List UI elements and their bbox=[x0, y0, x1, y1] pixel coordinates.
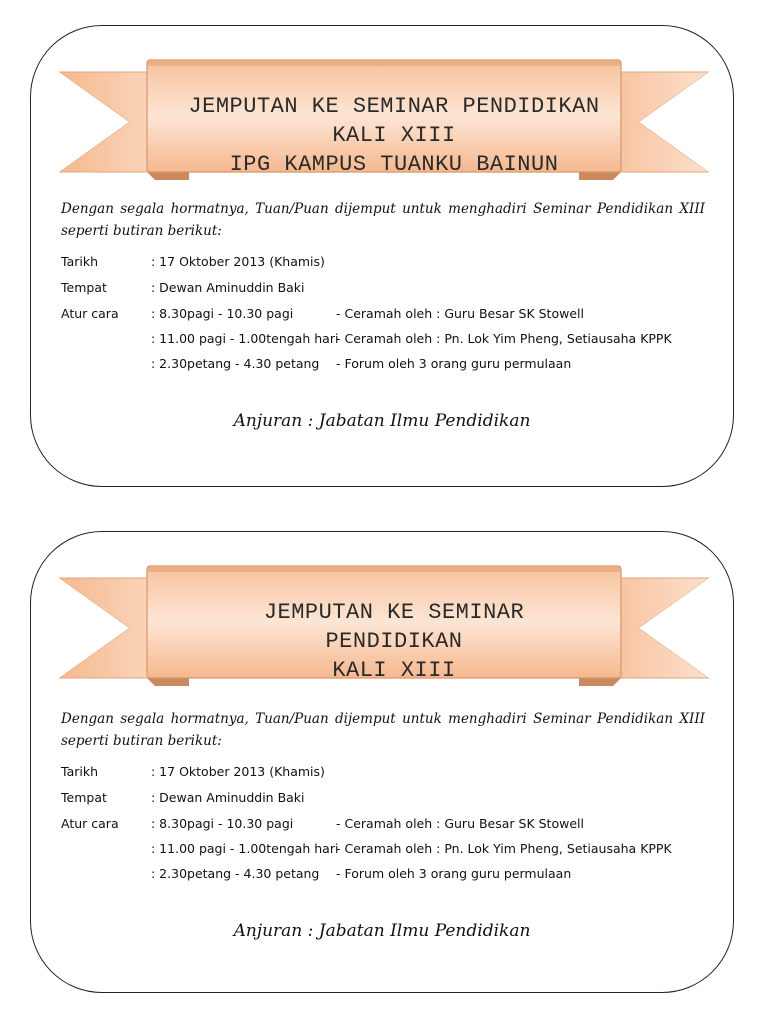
program-time-2: : 11.00 pagi - 1.00tengah hari bbox=[151, 841, 339, 856]
program-time-1: : 8.30pagi - 10.30 pagi bbox=[151, 816, 294, 831]
banner-title bbox=[164, 598, 624, 694]
tarikh-value: : 17 Oktober 2013 (Khamis) bbox=[151, 254, 325, 269]
program-activity-2: - Ceramah oleh : Pn. Lok Yim Pheng, Setiausaha KPPK bbox=[336, 331, 672, 346]
program-time-3: : 2.30petang - 4.30 petang bbox=[151, 866, 320, 881]
invitation-intro-text: Dengan segala hormatnya, Tuan/Puan dijemput untuk menghadiri Seminar Pendidikan XIII seperti butiran berikut: bbox=[61, 201, 705, 239]
banner-title-line-2: KALI XIII bbox=[332, 123, 456, 148]
title-ribbon-banner bbox=[59, 54, 709, 180]
tarikh-value: : 17 Oktober 2013 (Khamis) bbox=[151, 764, 325, 779]
program-activity-3: - Forum oleh 3 orang guru permulaan bbox=[336, 866, 572, 881]
program-activity-2: - Ceramah oleh : Pn. Lok Yim Pheng, Setiausaha KPPK bbox=[336, 841, 672, 856]
tarikh-label: Tarikh bbox=[61, 254, 98, 269]
program-activity-1: - Ceramah oleh : Guru Besar SK Stowell bbox=[336, 816, 584, 831]
banner-title-line-2: PENDIDIKAN bbox=[325, 629, 463, 654]
program-activity-1: - Ceramah oleh : Guru Besar SK Stowell bbox=[336, 306, 584, 321]
invitation-card-1 bbox=[30, 25, 734, 487]
banner-title-line-1: JEMPUTAN KE SEMINAR bbox=[263, 600, 525, 625]
organizer-signature: Anjuran : Jabatan Ilmu Pendidikan bbox=[233, 411, 531, 431]
banner-title-line-1: JEMPUTAN KE SEMINAR PENDIDIKAN bbox=[188, 94, 600, 119]
tempat-label: Tempat bbox=[61, 790, 107, 805]
tempat-label: Tempat bbox=[61, 280, 107, 295]
program-time-1: : 8.30pagi - 10.30 pagi bbox=[151, 306, 294, 321]
atur-cara-label: Atur cara bbox=[61, 816, 119, 831]
program-time-3: : 2.30petang - 4.30 petang bbox=[151, 356, 320, 371]
tempat-value: : Dewan Aminuddin Baki bbox=[151, 280, 305, 295]
banner-title bbox=[164, 92, 624, 188]
program-time-2: : 11.00 pagi - 1.00tengah hari bbox=[151, 331, 339, 346]
banner-title-line-3: IPG KAMPUS TUANKU BAINUN bbox=[229, 152, 559, 177]
tarikh-label: Tarikh bbox=[61, 764, 98, 779]
invitation-intro-text: Dengan segala hormatnya, Tuan/Puan dijemput untuk menghadiri Seminar Pendidikan XIII seperti butiran berikut: bbox=[61, 711, 705, 749]
atur-cara-label: Atur cara bbox=[61, 306, 119, 321]
organizer-signature: Anjuran : Jabatan Ilmu Pendidikan bbox=[233, 921, 531, 941]
title-ribbon-banner bbox=[59, 560, 709, 686]
tempat-value: : Dewan Aminuddin Baki bbox=[151, 790, 305, 805]
banner-title-line-3: KALI XIII bbox=[332, 658, 456, 683]
program-activity-3: - Forum oleh 3 orang guru permulaan bbox=[336, 356, 572, 371]
invitation-card-2 bbox=[30, 531, 734, 993]
